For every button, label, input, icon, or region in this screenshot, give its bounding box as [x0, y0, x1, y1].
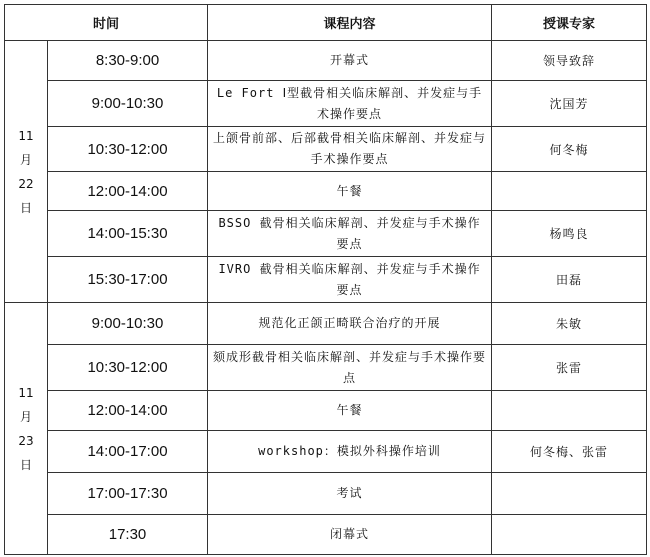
table-row [5, 515, 647, 555]
time-cell: 15:30-17:00 [48, 257, 208, 303]
day-label-2: 11 月 23 日 [5, 303, 48, 555]
expert-cell [492, 391, 647, 431]
table-row [5, 391, 647, 431]
content-cell: Le Fort Ⅰ型截骨相关临床解剖、并发症与手术操作要点 [208, 81, 492, 127]
table-row [5, 473, 647, 515]
expert-cell [492, 172, 647, 211]
content-cell: 午餐 [208, 172, 492, 211]
time-cell: 9:00-10:30 [48, 303, 208, 345]
table-row [5, 431, 647, 473]
expert-cell: 张雷 [492, 345, 647, 391]
expert-cell [492, 473, 647, 515]
table-row [5, 257, 647, 303]
header-time: 时间 [5, 5, 208, 41]
header-content: 课程内容 [208, 5, 492, 41]
expert-cell: 杨鸣良 [492, 211, 647, 257]
time-cell: 17:30 [48, 515, 208, 555]
time-cell: 9:00-10:30 [48, 81, 208, 127]
expert-cell: 领导致辞 [492, 41, 647, 81]
content-cell: 考试 [208, 473, 492, 515]
content-cell: 颏成形截骨相关临床解剖、并发症与手术操作要点 [208, 345, 492, 391]
content-cell: 午餐 [208, 391, 492, 431]
expert-cell: 何冬梅 [492, 127, 647, 172]
expert-cell: 朱敏 [492, 303, 647, 345]
time-cell: 14:00-15:30 [48, 211, 208, 257]
table-row [5, 345, 647, 391]
content-cell: IVRO 截骨相关临床解剖、并发症与手术操作要点 [208, 257, 492, 303]
content-cell: 闭幕式 [208, 515, 492, 555]
content-cell: workshop：模拟外科操作培训 [208, 431, 492, 473]
time-cell: 8:30-9:00 [48, 41, 208, 81]
content-cell: BSSO 截骨相关临床解剖、并发症与手术操作要点 [208, 211, 492, 257]
schedule-table [4, 4, 647, 555]
table-row [5, 211, 647, 257]
table-row [5, 81, 647, 127]
expert-cell: 何冬梅、张雷 [492, 431, 647, 473]
content-cell: 上颌骨前部、后部截骨相关临床解剖、并发症与手术操作要点 [208, 127, 492, 172]
expert-cell: 沈国芳 [492, 81, 647, 127]
time-cell: 12:00-14:00 [48, 391, 208, 431]
time-cell: 10:30-12:00 [48, 127, 208, 172]
time-cell: 17:00-17:30 [48, 473, 208, 515]
time-cell: 14:00-17:00 [48, 431, 208, 473]
expert-cell: 田磊 [492, 257, 647, 303]
day-label-1: 11 月 22 日 [5, 41, 48, 303]
table-row [5, 41, 647, 81]
time-cell: 10:30-12:00 [48, 345, 208, 391]
table-row [5, 303, 647, 345]
expert-cell [492, 515, 647, 555]
content-cell: 规范化正颌正畸联合治疗的开展 [208, 303, 492, 345]
header-row [5, 5, 647, 41]
table-row [5, 127, 647, 172]
header-expert: 授课专家 [492, 5, 647, 41]
table-row [5, 172, 647, 211]
time-cell: 12:00-14:00 [48, 172, 208, 211]
content-cell: 开幕式 [208, 41, 492, 81]
